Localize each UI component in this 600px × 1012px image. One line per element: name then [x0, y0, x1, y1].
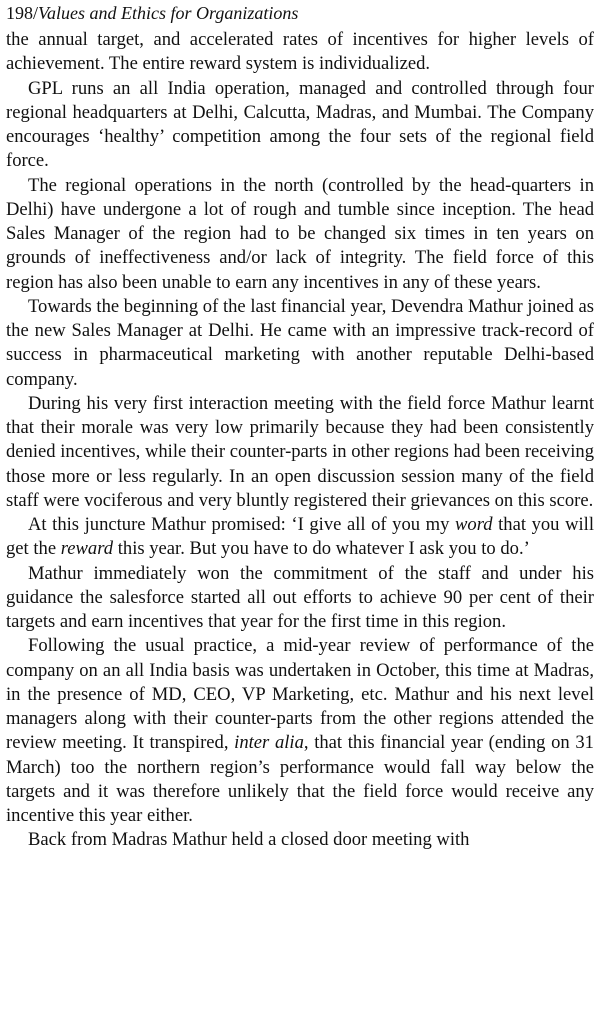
paragraph-text: the annual target, and accelerated rates of incentives for higher levels of achievement. The entire reward system is individualized.	[6, 29, 594, 75]
paragraph	[6, 634, 594, 828]
paragraph-text: At this juncture Mathur promised: ‘I give all of you my	[28, 514, 455, 535]
paragraph-text: Back from Madras Mathur held a closed door meeting with	[28, 829, 470, 851]
paragraph-text: During his very first interaction meeting with the field force Mathur learnt that their morale was very low primarily because they had been consistently denied incentives, while their counter-parts in other regions had been receiving those more or less regularly. In an open discussion session many of the field staff were vociferous and very bluntly registered their grievances on this score.	[6, 392, 594, 511]
paragraph	[6, 295, 594, 392]
page-number: 198	[6, 3, 33, 23]
running-head	[6, 0, 594, 28]
book-page	[6, 0, 594, 1012]
body-text	[6, 28, 594, 853]
paragraph	[6, 513, 594, 562]
italic-text: word	[455, 514, 493, 535]
paragraph	[6, 77, 594, 174]
paragraph-text: Following the usual practice, a mid-year review of performance of the company on an all India basis was undertaken in October, this time at Madras, in the presence of MD, CEO, VP Marketing, etc. Mathur and his next level managers along with their counter-parts from the other regions attended the review meeting. It transpired,	[6, 635, 594, 754]
paragraph-text: this year. But you have to do whatever I ask you to do.’	[113, 538, 530, 560]
running-head-separator: /	[33, 3, 39, 23]
paragraph-text: The regional operations in the north (controlled by the head-quarters in Delhi) have undergone a lot of rough and tumble since inception. The head Sales Manager of the region had to be changed six times in ten years on grounds of ineffectiveness and/or lack of integrity. The field force of this region has also been unable to earn any incentives in any of these years.	[6, 174, 594, 293]
paragraph	[6, 392, 594, 513]
book-title: Values and Ethics for Organizations	[38, 3, 299, 23]
italic-text: inter alia	[234, 732, 304, 754]
paragraph-text: GPL runs an all India operation, managed and controlled through four regional headquarters at Delhi, Calcutta, Madras, and Mumbai. The Company encourages ‘healthy’ competition among the four sets of the regional field force.	[6, 77, 594, 172]
italic-text: reward	[60, 538, 114, 560]
paragraph	[6, 28, 594, 77]
paragraph-text: that you will get the	[6, 514, 594, 560]
paragraph	[6, 562, 594, 635]
paragraph-text: , that this financial year (ending on 31 March) too the northern region’s performance would fall way below the targets and it was therefore unlikely that the field force would receive any incentive this year either.	[6, 732, 594, 826]
paragraph-text: Mathur immediately won the commitment of the staff and under his guidance the salesforce started all out efforts to achieve 90 per cent of their targets and earn incentives that year for the first time in this region.	[6, 562, 594, 632]
paragraph	[6, 828, 594, 852]
paragraph-text: Towards the beginning of the last financial year, Devendra Mathur joined as the new Sales Manager at Delhi. He came with an impressive track-record of success in pharmaceutical marketing with another reputable Delhi-based company.	[6, 295, 594, 390]
paragraph	[6, 174, 594, 295]
